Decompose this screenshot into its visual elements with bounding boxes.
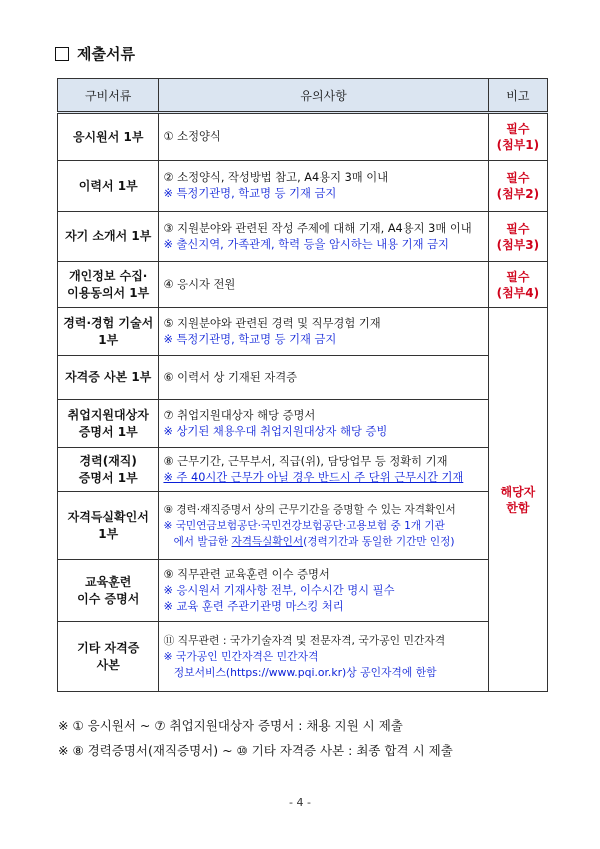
row-doc-name: 응시원서 1부 [58,113,159,161]
footer-note-2: ※ ⑧ 경력증명서(재직증명서) ~ ⑩ 기타 자격증 사본 : 최종 합격 시 제출 [58,743,453,758]
row-doc-name: 자격증 사본 1부 [58,356,159,400]
table-row [58,113,548,161]
required-documents-table [57,78,548,692]
table-header-row [58,79,548,113]
row-doc-name: 자기 소개서 1부 [58,212,159,262]
section-heading [55,43,135,64]
table-row [58,262,548,308]
page-number: - 4 - [289,796,311,809]
row-notes: ① 소정양식 [159,113,488,161]
table-row [58,400,548,448]
table-row [58,492,548,560]
row-notes: ⑨ 경력·재직증명서 상의 근무기간을 증명할 수 있는 자격확인서 ※ 국민연금보험공단·국민건강보험공단·고용보험 중 1개 기관 에서 발급한 자격득실확인서(경력기간과 동일한 기간만 인정) [159,492,488,560]
row-remark: 필수 (첨부3) [488,212,547,262]
row-doc-name: 기타 자격증 사본 [58,622,159,692]
table-row [58,448,548,492]
row-notes: ④ 응시자 전원 [159,262,488,308]
table-row [58,161,548,212]
table-row [58,308,548,356]
header-remark: 비고 [488,79,547,113]
row-remark: 필수 (첨부2) [488,161,547,212]
table-row [58,356,548,400]
header-doc: 구비서류 [58,79,159,113]
row-doc-name: 취업지원대상자 증명서 1부 [58,400,159,448]
table-row [58,560,548,622]
section-title: 제출서류 [77,45,135,63]
row-doc-name: 개인정보 수집· 이용동의서 1부 [58,262,159,308]
table-row [58,212,548,262]
checkbox-square-icon [55,47,69,61]
row-remark: 필수 (첨부1) [488,113,547,161]
row-notes: ⑤ 지원분야와 관련된 경력 및 직무경험 기재 ※ 특정기관명, 학교명 등 기재 금지 [159,308,488,356]
row-notes: ⑪ 직무관련 : 국가기술자격 및 전문자격, 국가공인 민간자격 ※ 국가공인 민간자격은 민간자격 정보서비스(https://www.pqi.or.kr)상 공인자격에 한함 [159,622,488,692]
conditional-remark: 해당자 한함 [488,308,547,692]
header-notes: 유의사항 [159,79,488,113]
table-row [58,622,548,692]
row-notes: ③ 지원분야와 관련된 작성 주제에 대해 기재, A4용지 3매 이내 ※ 출신지역, 가족관계, 학력 등을 암시하는 내용 기재 금지 [159,212,488,262]
row-doc-name: 교육훈련 이수 증명서 [58,560,159,622]
row-doc-name: 경력·경험 기술서 1부 [58,308,159,356]
row-doc-name: 이력서 1부 [58,161,159,212]
row-notes: ② 소정양식, 작성방법 참고, A4용지 3매 이내 ※ 특정기관명, 학교명 등 기재 금지 [159,161,488,212]
row-notes: ⑧ 근무기간, 근무부서, 직급(위), 담당업무 등 정확히 기재 ※ 주 40시간 근무가 아닐 경우 반드시 주 단위 근무시간 기재 [159,448,488,492]
footer-note-1: ※ ① 응시원서 ~ ⑦ 취업지원대상자 증명서 : 채용 지원 시 제출 [58,718,403,733]
row-notes: ⑦ 취업지원대상자 해당 증명서 ※ 상기된 채용우대 취업지원대상자 해당 증빙 [159,400,488,448]
row-remark: 필수 (첨부4) [488,262,547,308]
row-doc-name: 자격득실확인서 1부 [58,492,159,560]
row-notes: ⑥ 이력서 상 기재된 자격증 [159,356,488,400]
row-doc-name: 경력(재직) 증명서 1부 [58,448,159,492]
row-notes: ⑨ 직무관련 교육훈련 이수 증명서 ※ 응시원서 기재사항 전부, 이수시간 명시 필수 ※ 교육 훈련 주관기관명 마스킹 처리 [159,560,488,622]
